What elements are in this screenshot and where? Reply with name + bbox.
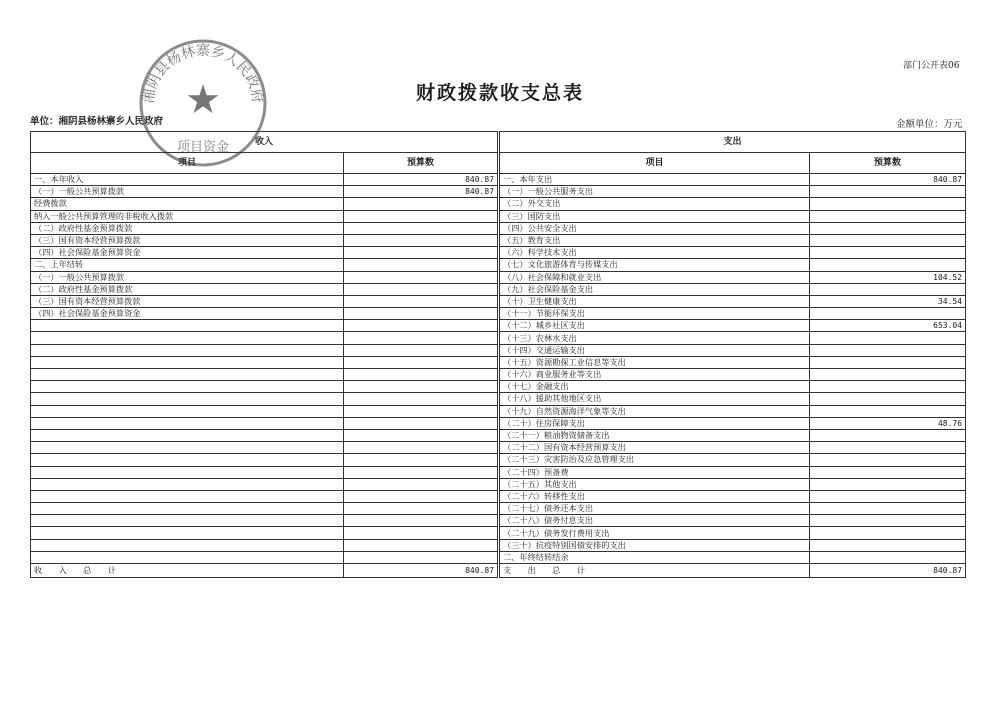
expense-budget-cell: 48.76	[810, 417, 966, 429]
income-item-cell	[31, 478, 344, 490]
table-row	[31, 210, 966, 222]
expense-item-cell: （十六）商业服务业等支出	[499, 369, 810, 381]
expense-budget-cell	[810, 186, 966, 198]
page-title: 财政拨款收支总表	[415, 82, 584, 104]
income-item-cell: （一）一般公共预算拨款	[31, 186, 344, 198]
expense-item-cell: （十九）自然资源海洋气象等支出	[499, 405, 810, 417]
income-item-cell	[31, 551, 344, 563]
expense-budget-cell: 34.54	[810, 295, 966, 307]
table-row	[31, 356, 966, 368]
table-row	[31, 527, 966, 539]
table-column-header-row	[31, 153, 966, 174]
expense-item-cell: （二十八）债务付息支出	[499, 515, 810, 527]
income-budget-cell	[344, 283, 499, 295]
income-budget-cell	[344, 405, 499, 417]
income-budget-cell	[344, 503, 499, 515]
expense-item-cell: （七）文化旅游体育与传媒支出	[499, 259, 810, 271]
table-row	[31, 551, 966, 563]
income-item-cell: 一、本年收入	[31, 174, 344, 186]
table-row	[31, 478, 966, 490]
expense-item-cell: （三）国防支出	[499, 210, 810, 222]
expense-item-cell: （二十一）粮油物资储备支出	[499, 429, 810, 441]
table-row	[31, 259, 966, 271]
table-row	[31, 271, 966, 283]
income-item-cell	[31, 332, 344, 344]
income-item-cell: （四）社会保险基金预算资金	[31, 308, 344, 320]
expense-header: 支出	[499, 132, 966, 153]
income-item-cell	[31, 417, 344, 429]
budget-table	[30, 131, 966, 578]
expense-item-cell: （五）教育支出	[499, 234, 810, 246]
income-item-cell	[31, 442, 344, 454]
table-row	[31, 466, 966, 478]
income-budget-cell	[344, 381, 499, 393]
income-item-cell	[31, 381, 344, 393]
income-budget-cell	[344, 454, 499, 466]
income-item-cell	[31, 503, 344, 515]
income-item-cell: （二）政府性基金预算拨款	[31, 283, 344, 295]
expense-budget-cell	[810, 369, 966, 381]
expense-item-cell: （十五）资源勘探工业信息等支出	[499, 356, 810, 368]
expense-budget-cell	[810, 551, 966, 563]
income-item-cell	[31, 527, 344, 539]
income-budget-cell	[344, 198, 499, 210]
income-item-cell	[31, 539, 344, 551]
income-budget-cell	[344, 247, 499, 259]
income-budget-cell	[344, 393, 499, 405]
table-row	[31, 454, 966, 466]
expense-budget-cell	[810, 356, 966, 368]
expense-item-cell: （二十六）转移性支出	[499, 490, 810, 502]
table-row	[31, 344, 966, 356]
expense-budget-cell	[810, 308, 966, 320]
amount-unit-label: 金额单位：万元	[896, 119, 963, 130]
table-row	[31, 429, 966, 441]
income-item-cell: （三）国有资本经营预算拨款	[31, 234, 344, 246]
expense-budget-cell	[810, 222, 966, 234]
income-budget-cell	[344, 344, 499, 356]
table-row	[31, 174, 966, 186]
income-budget-cell	[344, 332, 499, 344]
income-budget-cell	[344, 356, 499, 368]
income-item-cell: 纳入一般公共预算管理的非税收入拨款	[31, 210, 344, 222]
income-item-cell: （二）政府性基金预算拨款	[31, 222, 344, 234]
expense-budget-cell	[810, 405, 966, 417]
income-item-cell	[31, 466, 344, 478]
expense-budget-cell	[810, 198, 966, 210]
income-budget-cell	[344, 295, 499, 307]
table-row	[31, 283, 966, 295]
income-budget-cell	[344, 515, 499, 527]
income-budget-cell	[344, 551, 499, 563]
expense-item-header: 项目	[499, 153, 810, 174]
income-header: 收入	[31, 132, 499, 153]
expense-budget-cell: 653.04	[810, 320, 966, 332]
table-row	[31, 490, 966, 502]
income-item-cell	[31, 369, 344, 381]
income-item-cell	[31, 490, 344, 502]
table-row	[31, 234, 966, 246]
income-item-cell	[31, 429, 344, 441]
table-row	[31, 539, 966, 551]
expense-budget-cell: 840.87	[810, 174, 966, 186]
expense-total-value: 840.87	[810, 564, 966, 578]
expense-item-cell: （十）卫生健康支出	[499, 295, 810, 307]
income-budget-cell	[344, 429, 499, 441]
income-item-cell	[31, 454, 344, 466]
income-budget-cell	[344, 539, 499, 551]
table-row	[31, 222, 966, 234]
expense-item-cell: （二十二）国有资本经营预算支出	[499, 442, 810, 454]
expense-item-cell: （十二）城乡社区支出	[499, 320, 810, 332]
income-total-label: 收 入 总 计	[31, 564, 344, 578]
svg-text:湘阴县杨林寨乡人民政府: 湘阴县杨林寨乡人民政府	[140, 42, 266, 105]
income-budget-cell	[344, 259, 499, 271]
expense-item-cell: （二十）住房保障支出	[499, 417, 810, 429]
income-budget-cell: 840.87	[344, 174, 499, 186]
income-budget-cell: 840.87	[344, 186, 499, 198]
expense-item-cell: （十七）金融支出	[499, 381, 810, 393]
income-item-cell	[31, 515, 344, 527]
expense-item-cell: （二十七）债务还本支出	[499, 503, 810, 515]
income-budget-header: 预算数	[344, 153, 499, 174]
expense-item-cell: （二十三）灾害防治及应急管理支出	[499, 454, 810, 466]
income-budget-cell	[344, 369, 499, 381]
expense-budget-cell	[810, 442, 966, 454]
table-row	[31, 320, 966, 332]
income-budget-cell	[344, 234, 499, 246]
expense-item-cell: （十八）援助其他地区支出	[499, 393, 810, 405]
income-budget-cell	[344, 466, 499, 478]
table-group-header-row	[31, 132, 966, 153]
table-row	[31, 405, 966, 417]
expense-total-label: 支 出 总 计	[499, 564, 810, 578]
income-budget-cell	[344, 478, 499, 490]
expense-budget-cell	[810, 490, 966, 502]
svg-text:★: ★	[185, 77, 221, 123]
table-row	[31, 417, 966, 429]
expense-budget-cell	[810, 478, 966, 490]
expense-budget-cell: 104.52	[810, 271, 966, 283]
expense-budget-cell	[810, 247, 966, 259]
income-budget-cell	[344, 271, 499, 283]
table-row	[31, 515, 966, 527]
expense-budget-cell	[810, 503, 966, 515]
table-row	[31, 442, 966, 454]
expense-budget-cell	[810, 259, 966, 271]
expense-item-cell: （九）社会保险基金支出	[499, 283, 810, 295]
income-budget-cell	[344, 308, 499, 320]
income-budget-cell	[344, 320, 499, 332]
expense-budget-cell	[810, 283, 966, 295]
expense-budget-cell	[810, 454, 966, 466]
expense-item-cell: （六）科学技术支出	[499, 247, 810, 259]
table-row	[31, 198, 966, 210]
income-budget-cell	[344, 442, 499, 454]
expense-budget-cell	[810, 539, 966, 551]
income-budget-cell	[344, 490, 499, 502]
expense-item-cell: （四）公共安全支出	[499, 222, 810, 234]
income-budget-cell	[344, 222, 499, 234]
income-item-cell: （四）社会保险基金预算资金	[31, 247, 344, 259]
expense-item-cell: （二十九）债务发行费用支出	[499, 527, 810, 539]
expense-item-cell: （二）外交支出	[499, 198, 810, 210]
table-row	[31, 369, 966, 381]
income-item-cell: 二、上年结转	[31, 259, 344, 271]
expense-budget-header: 预算数	[810, 153, 966, 174]
income-item-cell	[31, 356, 344, 368]
income-item-header: 项目	[31, 153, 344, 174]
expense-budget-cell	[810, 381, 966, 393]
expense-budget-cell	[810, 429, 966, 441]
expense-item-cell: （十四）交通运输支出	[499, 344, 810, 356]
table-row	[31, 186, 966, 198]
total-row	[31, 564, 966, 578]
income-item-cell	[31, 405, 344, 417]
income-item-cell	[31, 393, 344, 405]
expense-item-cell: 二、年终结转结余	[499, 551, 810, 563]
expense-budget-cell	[810, 515, 966, 527]
expense-budget-cell	[810, 527, 966, 539]
expense-item-cell: （二十五）其他支出	[499, 478, 810, 490]
income-budget-cell	[344, 210, 499, 222]
expense-item-cell: 一、本年支出	[499, 174, 810, 186]
table-row	[31, 308, 966, 320]
expense-item-cell: （三十）抗疫特别国债安排的支出	[499, 539, 810, 551]
form-number: 部门公开表06	[903, 61, 960, 71]
expense-budget-cell	[810, 210, 966, 222]
table-row	[31, 247, 966, 259]
income-item-cell	[31, 320, 344, 332]
table-row	[31, 295, 966, 307]
expense-item-cell: （二十四）预备费	[499, 466, 810, 478]
income-item-cell	[31, 344, 344, 356]
income-item-cell: 经费拨款	[31, 198, 344, 210]
expense-budget-cell	[810, 393, 966, 405]
expense-budget-cell	[810, 344, 966, 356]
expense-budget-cell	[810, 234, 966, 246]
expense-item-cell: （八）社会保障和就业支出	[499, 271, 810, 283]
expense-item-cell: （十三）农林水支出	[499, 332, 810, 344]
table-row	[31, 393, 966, 405]
expense-item-cell: （十一）节能环保支出	[499, 308, 810, 320]
table-row	[31, 332, 966, 344]
income-budget-cell	[344, 417, 499, 429]
unit-label: 单位：湘阴县杨林寨乡人民政府	[30, 116, 164, 127]
expense-budget-cell	[810, 466, 966, 478]
expense-budget-cell	[810, 332, 966, 344]
income-budget-cell	[344, 527, 499, 539]
income-item-cell: （一）一般公共预算拨款	[31, 271, 344, 283]
table-row	[31, 381, 966, 393]
svg-text:项目资金: 项目资金	[176, 140, 230, 155]
income-item-cell: （三）国有资本经营预算拨款	[31, 295, 344, 307]
expense-item-cell: （一）一般公共服务支出	[499, 186, 810, 198]
table-row	[31, 503, 966, 515]
income-total-value: 840.87	[344, 564, 499, 578]
